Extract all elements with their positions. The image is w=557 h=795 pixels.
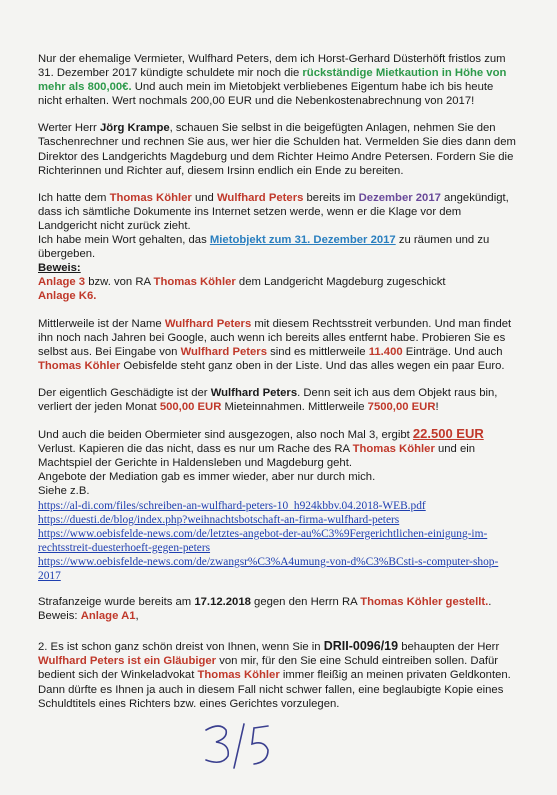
case-number: DRII-0096/19: [323, 639, 399, 654]
text: , schauen Sie selbst in die beigefügten Anlagen, nehmen Sie den Taschenrechner und rechnen Sie aus, wer hier die Schulden hat. Vermelden Sie dies dann dem Direktor des Landgerichts Magdeburg und dem Richter Heimo Andre Petersen. Fordern Sie die Richterinnen und Richter auf, diesem Irsinn endlich ein Ende zu bereiten.: [38, 122, 516, 177]
paragraph-6: [38, 427, 517, 583]
text: Nur der ehemalige Vermieter, Wulfhard Peters, dem ich Horst-Gerhard Düsterhöft fristlos zum 31. Dezember 2017 kündigte schuldete mir noch die: [38, 53, 506, 80]
name-highlight: Thomas Köhler: [109, 191, 192, 204]
text: Der eigentlich Geschädigte ist der: [38, 386, 211, 399]
name-highlight: Wulfhard Peters: [216, 191, 304, 204]
date-highlight: 17.12.2018: [194, 596, 251, 609]
text: 2. Es ist schon ganz schön dreist von Ihnen, wenn Sie in: [38, 641, 324, 654]
handwritten-page-number: [198, 718, 278, 772]
name-highlight: Jörg Krampe: [99, 122, 170, 135]
text: behaupten der Herr: [398, 641, 500, 654]
name-highlight: Thomas Köhler: [153, 276, 236, 289]
text: bereits im: [303, 191, 359, 204]
attachment-ref: Anlage K6.: [38, 290, 97, 303]
date-highlight: Mietobjekt zum 31. Dezember 2017: [209, 234, 396, 247]
text: und: [191, 191, 217, 204]
evidence-label: Beweis:: [38, 610, 81, 623]
text: und ein Machtspiel der Gerichte in Haldensleben und Magdeburg geht.: [38, 443, 476, 470]
evidence-label: Beweis:: [38, 262, 81, 275]
link-1[interactable]: https://al-di.com/files/schreiben-an-wulfhard-peters-10_h924kbbv.04.2018-WEB.pdf: [38, 499, 426, 512]
paragraph-4: [38, 317, 517, 373]
text: zu räumen und zu übergeben.: [38, 234, 490, 261]
amount-highlight: 22.500 EUR: [412, 426, 484, 442]
paragraph-1: [38, 52, 517, 108]
text: gegen den Herrn RA: [250, 596, 361, 609]
paragraph-7: [38, 595, 517, 623]
text: ,: [135, 610, 139, 623]
name-highlight: Wulfhard Peters: [180, 345, 267, 358]
link-4[interactable]: https://www.oebisfelde-news.com/de/zwangsr%C3%A4umung-von-d%C3%BCsti-s-computer-shop-2017: [38, 555, 499, 582]
text: Einträge. Und auch: [402, 345, 503, 358]
link-3[interactable]: https://www.oebisfelde-news.com/de/letztes-angebot-der-au%C3%9Fergerichtlichen-einigung-im-rechtsstreit-duesterhoeft-gegen-peters: [38, 527, 488, 554]
text: Dann dürfte es Ihnen ja auch in diesem Fall nicht schwer fallen, eine beglaubigte Kopie eines Schuldtitels eines Richters bzw. eines Gerichtes vorzulegen.: [38, 683, 504, 710]
amount-highlight: 7500,00 EUR: [367, 400, 436, 413]
paragraph-8: [38, 639, 517, 710]
attachment-ref: Anlage 3: [38, 276, 86, 289]
name-highlight: Wulfhard Peters ist ein Gläubiger: [38, 655, 217, 668]
text: . Denn seit ich aus dem Objekt raus bin, verliert der jeden Monat: [38, 386, 498, 413]
paragraph-3: [38, 191, 517, 304]
text: dem Landgericht Magdeburg zugeschickt: [235, 276, 446, 289]
amount-highlight: 500,00 EUR: [159, 400, 222, 413]
name-highlight: Thomas Köhler: [352, 443, 435, 456]
text: Mieteinnahmen. Mittlerweile: [221, 400, 368, 413]
text: !: [435, 400, 439, 413]
text: Siehe z.B.: [38, 485, 90, 498]
text: bzw. von RA: [85, 276, 154, 289]
text: angekündigt, dass ich sämtliche Dokumente ins Internet setzen werde, wenn er die Klage vor dem Landgericht nicht zurück zieht.: [38, 191, 509, 232]
paragraph-2: [38, 121, 517, 177]
name-highlight: Wulfhard Peters: [164, 317, 252, 330]
text: Werter Herr: [38, 122, 100, 135]
text: mit diesem Rechtsstreit verbunden. Und man findet ihn noch nach Jahren bei Google, auch wenn ich bereits alles entfernt habe. Probieren Sie es selbst aus. Bei Eingabe von: [38, 317, 512, 358]
text: Und auch mein im Mietobjekt verbliebenes Eigentum habe ich bis heute nicht erhalten. Wert nochmals 200,00 EUR und die Nebenkostenabrechnung von 2017!: [38, 81, 494, 108]
text: sind es mittlerweile: [266, 345, 369, 358]
link-2[interactable]: https://duesti.de/blog/index.php?weihnachtsbotschaft-an-firma-wulfhard-peters: [38, 513, 400, 526]
attachment-ref: Anlage A1: [80, 610, 136, 623]
text: Und auch die beiden Obermieter sind ausgezogen, also noch Mal 3, ergibt: [38, 429, 413, 442]
name-highlight: Thomas Köhler: [38, 359, 121, 372]
name-highlight: Thomas Köhler: [197, 669, 280, 682]
name-highlight: Wulfhard Peters: [210, 386, 298, 399]
paragraph-5: [38, 386, 517, 414]
text: Ich hatte dem: [38, 191, 110, 204]
date-highlight: Dezember 2017: [358, 191, 441, 204]
count-highlight: 11.400: [368, 345, 403, 358]
handwritten-page-number-drawing: [198, 718, 278, 772]
text: Ich habe mein Wort gehalten, das: [38, 234, 210, 247]
highlight-deposit: rückständige Mietkaution in Höhe von mehr als 800,00€.: [38, 67, 507, 94]
text: Mittlerweile ist der Name: [38, 317, 165, 330]
text: Verlust. Kapieren die das nicht, dass es nur um Rache des RA: [38, 443, 353, 456]
text: .: [488, 596, 492, 609]
text: Oebisfelde steht ganz oben in der Liste. Und das alles wegen ein paar Euro.: [120, 359, 505, 372]
text: Angebote der Mediation gab es immer wieder, aber nur durch mich.: [38, 471, 376, 484]
text: von mir, für den Sie eine Schuld eintreiben sollen. Dafür bedient sich der Winkeladvokat: [38, 655, 499, 682]
text: Strafanzeige wurde bereits am: [38, 596, 195, 609]
name-highlight: Thomas Köhler gestellt.: [360, 596, 489, 609]
text: immer fleißig an meinen privaten Geldkonten.: [279, 669, 511, 682]
